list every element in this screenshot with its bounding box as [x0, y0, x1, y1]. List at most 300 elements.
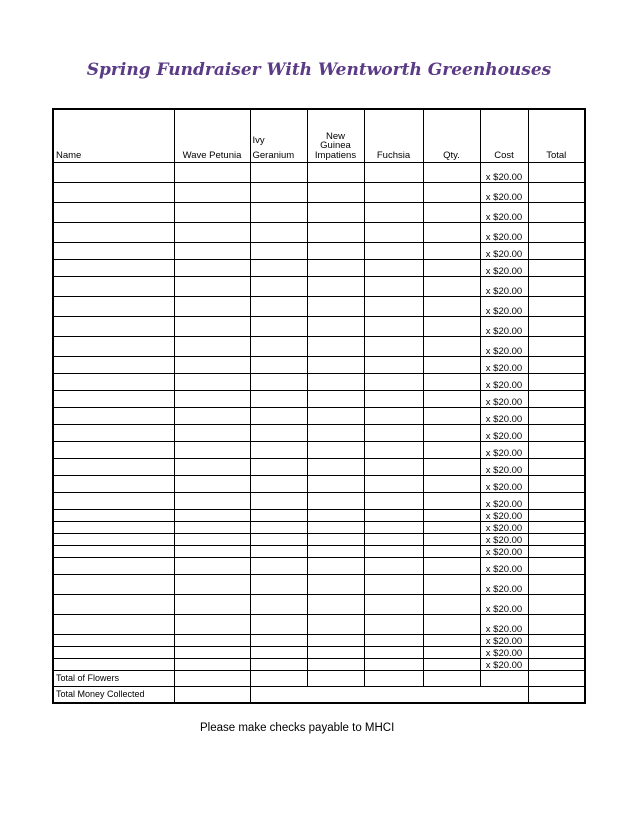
new-guinea-cell[interactable]	[307, 476, 364, 493]
table-row	[53, 337, 585, 357]
qty-cell[interactable]	[423, 558, 480, 575]
name-cell[interactable]	[53, 183, 174, 203]
table-row	[53, 260, 585, 277]
ivy-geranium-cell[interactable]	[250, 575, 307, 595]
ivy-geranium-cell[interactable]	[250, 163, 307, 183]
wave-petunia-cell[interactable]	[174, 425, 250, 442]
ivy-geranium-cell[interactable]	[250, 391, 307, 408]
ivy-geranium-cell[interactable]	[250, 297, 307, 317]
page-title: Spring Fundraiser With Wentworth Greenhouses	[86, 60, 552, 80]
new-guinea-cell[interactable]	[307, 374, 364, 391]
qty-cell[interactable]	[423, 425, 480, 442]
fuchsia-cell[interactable]	[364, 203, 423, 223]
cost-cell: x $20.00	[480, 425, 528, 442]
table-row	[53, 425, 585, 442]
new-guinea-cell[interactable]	[307, 203, 364, 223]
total-cell[interactable]	[307, 671, 364, 687]
new-guinea-cell[interactable]	[307, 337, 364, 357]
ivy-geranium-cell[interactable]	[250, 442, 307, 459]
qty-cell[interactable]	[423, 203, 480, 223]
cost-cell: x $20.00	[480, 558, 528, 575]
wave-petunia-cell[interactable]	[174, 476, 250, 493]
table-row	[53, 223, 585, 243]
table-row	[53, 442, 585, 459]
wave-petunia-cell[interactable]	[174, 558, 250, 575]
qty-cell[interactable]	[423, 534, 480, 546]
total-cell	[250, 687, 307, 704]
total-cell[interactable]	[528, 595, 585, 615]
qty-cell[interactable]	[423, 183, 480, 203]
total-money-label: Total Money Collected	[53, 687, 174, 704]
qty-cell[interactable]	[423, 260, 480, 277]
total-cell[interactable]	[528, 425, 585, 442]
fuchsia-cell[interactable]	[364, 558, 423, 575]
total-cell[interactable]	[528, 659, 585, 671]
fuchsia-cell[interactable]	[364, 183, 423, 203]
table-row	[53, 522, 585, 534]
qty-cell[interactable]	[423, 337, 480, 357]
new-guinea-cell[interactable]	[307, 317, 364, 337]
total-cell	[423, 687, 480, 704]
wave-petunia-cell[interactable]	[174, 183, 250, 203]
cost-cell: x $20.00	[480, 297, 528, 317]
total-cell[interactable]	[423, 671, 480, 687]
table-row	[53, 391, 585, 408]
fuchsia-cell[interactable]	[364, 442, 423, 459]
new-guinea-cell[interactable]	[307, 522, 364, 534]
fuchsia-cell[interactable]	[364, 374, 423, 391]
cost-cell: x $20.00	[480, 243, 528, 260]
cost-cell: x $20.00	[480, 391, 528, 408]
new-guinea-cell[interactable]	[307, 635, 364, 647]
total-money-row	[53, 687, 585, 704]
total-cell[interactable]	[528, 277, 585, 297]
wave-petunia-cell[interactable]	[174, 408, 250, 425]
fuchsia-cell[interactable]	[364, 493, 423, 510]
qty-cell[interactable]	[423, 317, 480, 337]
name-cell[interactable]	[53, 635, 174, 647]
total-cell[interactable]	[480, 671, 528, 687]
total-cell[interactable]	[528, 408, 585, 425]
ivy-geranium-cell[interactable]	[250, 459, 307, 476]
table-row	[53, 459, 585, 476]
cost-cell: x $20.00	[480, 522, 528, 534]
wave-petunia-cell[interactable]	[174, 277, 250, 297]
wave-petunia-cell[interactable]	[174, 391, 250, 408]
new-guinea-cell[interactable]	[307, 510, 364, 522]
fuchsia-cell[interactable]	[364, 243, 423, 260]
ivy-geranium-cell[interactable]	[250, 317, 307, 337]
name-cell[interactable]	[53, 260, 174, 277]
col-cost-header: Cost	[480, 109, 528, 163]
name-cell[interactable]	[53, 391, 174, 408]
total-cell[interactable]	[528, 223, 585, 243]
total-cell[interactable]	[528, 476, 585, 493]
total-cell[interactable]	[528, 442, 585, 459]
name-cell[interactable]	[53, 163, 174, 183]
table-row	[53, 297, 585, 317]
ivy-geranium-cell[interactable]	[250, 408, 307, 425]
wave-petunia-cell[interactable]	[174, 615, 250, 635]
name-cell[interactable]	[53, 317, 174, 337]
cost-cell: x $20.00	[480, 163, 528, 183]
new-guinea-cell[interactable]	[307, 408, 364, 425]
total-cell[interactable]	[528, 203, 585, 223]
cost-cell: x $20.00	[480, 277, 528, 297]
ivy-geranium-cell[interactable]	[250, 277, 307, 297]
table-row	[53, 534, 585, 546]
ng-line1: New	[325, 130, 345, 142]
ivy-geranium-cell[interactable]	[250, 510, 307, 522]
total-cell[interactable]	[528, 243, 585, 260]
ivy-geranium-cell[interactable]	[250, 595, 307, 615]
col-ivy-geranium-header	[250, 109, 307, 163]
name-cell[interactable]	[53, 243, 174, 260]
wave-petunia-cell[interactable]	[174, 260, 250, 277]
name-cell[interactable]	[53, 534, 174, 546]
total-cell[interactable]	[528, 337, 585, 357]
ivy-geranium-cell[interactable]	[250, 337, 307, 357]
qty-cell[interactable]	[423, 659, 480, 671]
cost-cell: x $20.00	[480, 659, 528, 671]
new-guinea-cell[interactable]	[307, 425, 364, 442]
cost-cell: x $20.00	[480, 476, 528, 493]
name-cell[interactable]	[53, 337, 174, 357]
qty-cell[interactable]	[423, 476, 480, 493]
cost-cell: x $20.00	[480, 510, 528, 522]
wave-petunia-cell[interactable]	[174, 459, 250, 476]
wave-petunia-cell[interactable]	[174, 659, 250, 671]
qty-cell[interactable]	[423, 459, 480, 476]
fuchsia-cell[interactable]	[364, 297, 423, 317]
table-row	[53, 317, 585, 337]
ng-line2: Guinea	[320, 140, 351, 151]
qty-cell[interactable]	[423, 297, 480, 317]
name-cell[interactable]	[53, 476, 174, 493]
fuchsia-cell[interactable]	[364, 317, 423, 337]
total-cell[interactable]	[528, 391, 585, 408]
total-flowers-label: Total of Flowers	[53, 671, 174, 687]
table-row	[53, 163, 585, 183]
wave-petunia-cell[interactable]	[174, 510, 250, 522]
name-cell[interactable]	[53, 595, 174, 615]
new-guinea-cell[interactable]	[307, 595, 364, 615]
wave-petunia-cell[interactable]	[174, 635, 250, 647]
name-cell[interactable]	[53, 510, 174, 522]
cost-cell: x $20.00	[480, 317, 528, 337]
fuchsia-cell[interactable]	[364, 260, 423, 277]
qty-cell[interactable]	[423, 442, 480, 459]
table-row	[53, 357, 585, 374]
new-guinea-cell[interactable]	[307, 163, 364, 183]
new-guinea-cell[interactable]	[307, 659, 364, 671]
qty-cell[interactable]	[423, 575, 480, 595]
total-cell[interactable]	[528, 575, 585, 595]
wave-petunia-cell[interactable]	[174, 203, 250, 223]
new-guinea-cell[interactable]	[307, 277, 364, 297]
name-cell[interactable]	[53, 357, 174, 374]
ivy-geranium-cell[interactable]	[250, 374, 307, 391]
ivy-line1: Ivy	[252, 135, 265, 146]
new-guinea-cell[interactable]	[307, 647, 364, 659]
total-flowers-row	[53, 671, 585, 687]
total-cell[interactable]	[364, 671, 423, 687]
qty-cell[interactable]	[423, 510, 480, 522]
table-row	[53, 277, 585, 297]
total-cell[interactable]	[528, 635, 585, 647]
ivy-geranium-cell[interactable]	[250, 647, 307, 659]
new-guinea-cell[interactable]	[307, 442, 364, 459]
name-cell[interactable]	[53, 297, 174, 317]
fuchsia-cell[interactable]	[364, 546, 423, 558]
wave-petunia-cell[interactable]	[174, 374, 250, 391]
ivy-geranium-cell[interactable]	[250, 476, 307, 493]
fuchsia-cell[interactable]	[364, 635, 423, 647]
cost-cell: x $20.00	[480, 459, 528, 476]
cost-cell: x $20.00	[480, 203, 528, 223]
cost-cell: x $20.00	[480, 546, 528, 558]
name-cell[interactable]	[53, 493, 174, 510]
total-cell[interactable]	[528, 374, 585, 391]
ivy-geranium-cell[interactable]	[250, 425, 307, 442]
total-cell[interactable]	[528, 163, 585, 183]
total-cell[interactable]	[528, 260, 585, 277]
wave-petunia-cell[interactable]	[174, 243, 250, 260]
ivy-geranium-cell[interactable]	[250, 522, 307, 534]
name-cell[interactable]	[53, 522, 174, 534]
wave-petunia-cell[interactable]	[174, 546, 250, 558]
qty-cell[interactable]	[423, 391, 480, 408]
order-rows	[53, 163, 585, 671]
ivy-geranium-cell[interactable]	[250, 203, 307, 223]
new-guinea-cell[interactable]	[307, 546, 364, 558]
qty-cell[interactable]	[423, 522, 480, 534]
name-cell[interactable]	[53, 203, 174, 223]
cost-cell: x $20.00	[480, 615, 528, 635]
col-name-header: Name	[53, 109, 174, 163]
fuchsia-cell[interactable]	[364, 163, 423, 183]
cost-cell: x $20.00	[480, 635, 528, 647]
name-cell[interactable]	[53, 459, 174, 476]
fuchsia-cell[interactable]	[364, 425, 423, 442]
total-cell	[364, 687, 423, 704]
ivy-geranium-cell[interactable]	[250, 493, 307, 510]
wave-petunia-cell[interactable]	[174, 493, 250, 510]
wave-petunia-cell[interactable]	[174, 595, 250, 615]
table-row	[53, 647, 585, 659]
table-row	[53, 575, 585, 595]
new-guinea-cell[interactable]	[307, 558, 364, 575]
cost-cell: x $20.00	[480, 223, 528, 243]
name-cell[interactable]	[53, 546, 174, 558]
ivy-geranium-cell[interactable]	[250, 659, 307, 671]
table-row	[53, 243, 585, 260]
qty-cell[interactable]	[423, 595, 480, 615]
qty-cell[interactable]	[423, 615, 480, 635]
cost-cell: x $20.00	[480, 534, 528, 546]
fuchsia-cell[interactable]	[364, 223, 423, 243]
new-guinea-cell[interactable]	[307, 183, 364, 203]
table-row	[53, 635, 585, 647]
fuchsia-cell[interactable]	[364, 510, 423, 522]
ivy-geranium-cell[interactable]	[250, 183, 307, 203]
qty-cell[interactable]	[423, 357, 480, 374]
ivy-geranium-cell[interactable]	[250, 558, 307, 575]
wave-petunia-cell[interactable]	[174, 522, 250, 534]
total-cell[interactable]	[528, 647, 585, 659]
col-new-guinea-header	[307, 109, 364, 163]
new-guinea-cell[interactable]	[307, 534, 364, 546]
header-row	[53, 109, 585, 163]
new-guinea-cell[interactable]	[307, 459, 364, 476]
fuchsia-cell[interactable]	[364, 647, 423, 659]
name-cell[interactable]	[53, 615, 174, 635]
total-cell[interactable]	[250, 671, 307, 687]
name-cell[interactable]	[53, 442, 174, 459]
fuchsia-cell[interactable]	[364, 534, 423, 546]
fuchsia-cell[interactable]	[364, 522, 423, 534]
fuchsia-cell[interactable]	[364, 595, 423, 615]
new-guinea-cell[interactable]	[307, 493, 364, 510]
table-row	[53, 203, 585, 223]
cost-cell: x $20.00	[480, 647, 528, 659]
fuchsia-cell[interactable]	[364, 391, 423, 408]
qty-cell[interactable]	[423, 408, 480, 425]
total-cell[interactable]	[528, 522, 585, 534]
new-guinea-cell[interactable]	[307, 223, 364, 243]
fuchsia-cell[interactable]	[364, 337, 423, 357]
ivy-geranium-cell[interactable]	[250, 223, 307, 243]
new-guinea-cell[interactable]	[307, 575, 364, 595]
total-cell[interactable]	[528, 297, 585, 317]
table-row	[53, 595, 585, 615]
ivy-geranium-cell[interactable]	[250, 243, 307, 260]
total-cell[interactable]	[528, 615, 585, 635]
fuchsia-cell[interactable]	[364, 659, 423, 671]
total-cell[interactable]	[528, 459, 585, 476]
cost-cell: x $20.00	[480, 337, 528, 357]
table-row	[53, 558, 585, 575]
cost-cell: x $20.00	[480, 575, 528, 595]
ivy-geranium-cell[interactable]	[250, 635, 307, 647]
qty-cell[interactable]	[423, 493, 480, 510]
table-row	[53, 374, 585, 391]
ivy-geranium-cell[interactable]	[250, 615, 307, 635]
cost-cell: x $20.00	[480, 260, 528, 277]
ivy-geranium-cell[interactable]	[250, 534, 307, 546]
table-row	[53, 476, 585, 493]
total-cell[interactable]	[528, 510, 585, 522]
total-cell[interactable]	[528, 183, 585, 203]
col-qty-header: Qty.	[423, 109, 480, 163]
fuchsia-cell[interactable]	[364, 357, 423, 374]
qty-cell[interactable]	[423, 277, 480, 297]
qty-cell[interactable]	[423, 223, 480, 243]
cost-cell: x $20.00	[480, 442, 528, 459]
ivy-geranium-cell[interactable]	[250, 357, 307, 374]
qty-cell[interactable]	[423, 374, 480, 391]
new-guinea-cell[interactable]	[307, 391, 364, 408]
qty-cell[interactable]	[423, 546, 480, 558]
new-guinea-cell[interactable]	[307, 357, 364, 374]
payment-note: Please make checks payable to MHCI	[200, 722, 395, 734]
total-cell	[307, 687, 364, 704]
total-cell	[174, 687, 250, 704]
total-cell[interactable]	[528, 357, 585, 374]
total-cell[interactable]	[528, 493, 585, 510]
ivy-geranium-cell[interactable]	[250, 546, 307, 558]
fuchsia-cell[interactable]	[364, 408, 423, 425]
fuchsia-cell[interactable]	[364, 277, 423, 297]
name-cell[interactable]	[53, 575, 174, 595]
new-guinea-cell[interactable]	[307, 243, 364, 260]
qty-cell[interactable]	[423, 163, 480, 183]
total-money-cell[interactable]	[528, 687, 585, 704]
total-cell[interactable]	[528, 534, 585, 546]
name-cell[interactable]	[53, 647, 174, 659]
total-cell	[480, 687, 528, 704]
fuchsia-cell[interactable]	[364, 459, 423, 476]
wave-petunia-cell[interactable]	[174, 575, 250, 595]
fuchsia-cell[interactable]	[364, 615, 423, 635]
table-row	[53, 615, 585, 635]
cost-cell: x $20.00	[480, 595, 528, 615]
table-row	[53, 183, 585, 203]
wave-petunia-cell[interactable]	[174, 297, 250, 317]
new-guinea-cell[interactable]	[307, 297, 364, 317]
ivy-geranium-cell[interactable]	[250, 260, 307, 277]
name-cell[interactable]	[53, 223, 174, 243]
cost-cell: x $20.00	[480, 493, 528, 510]
table-row	[53, 510, 585, 522]
wave-petunia-cell[interactable]	[174, 357, 250, 374]
name-cell[interactable]	[53, 425, 174, 442]
total-cell[interactable]	[528, 546, 585, 558]
total-cell[interactable]	[528, 558, 585, 575]
table-row	[53, 408, 585, 425]
total-cell[interactable]	[174, 671, 250, 687]
col-total-header: Total	[528, 109, 585, 163]
qty-cell[interactable]	[423, 243, 480, 260]
name-cell[interactable]	[53, 558, 174, 575]
qty-cell[interactable]	[423, 647, 480, 659]
wave-petunia-cell[interactable]	[174, 534, 250, 546]
wave-petunia-cell[interactable]	[174, 317, 250, 337]
qty-cell[interactable]	[423, 635, 480, 647]
wave-petunia-cell[interactable]	[174, 163, 250, 183]
cost-cell: x $20.00	[480, 408, 528, 425]
wave-petunia-cell[interactable]	[174, 647, 250, 659]
name-cell[interactable]	[53, 408, 174, 425]
total-cell[interactable]	[528, 671, 585, 687]
cost-cell: x $20.00	[480, 357, 528, 374]
fuchsia-cell[interactable]	[364, 476, 423, 493]
cost-cell: x $20.00	[480, 183, 528, 203]
wave-petunia-cell[interactable]	[174, 442, 250, 459]
wave-petunia-cell[interactable]	[174, 223, 250, 243]
table-row	[53, 546, 585, 558]
name-cell[interactable]	[53, 374, 174, 391]
fuchsia-cell[interactable]	[364, 575, 423, 595]
table-row	[53, 659, 585, 671]
name-cell[interactable]	[53, 659, 174, 671]
new-guinea-cell[interactable]	[307, 615, 364, 635]
new-guinea-cell[interactable]	[307, 260, 364, 277]
name-cell[interactable]	[53, 277, 174, 297]
total-cell[interactable]	[528, 317, 585, 337]
table-row	[53, 493, 585, 510]
wave-petunia-cell[interactable]	[174, 337, 250, 357]
